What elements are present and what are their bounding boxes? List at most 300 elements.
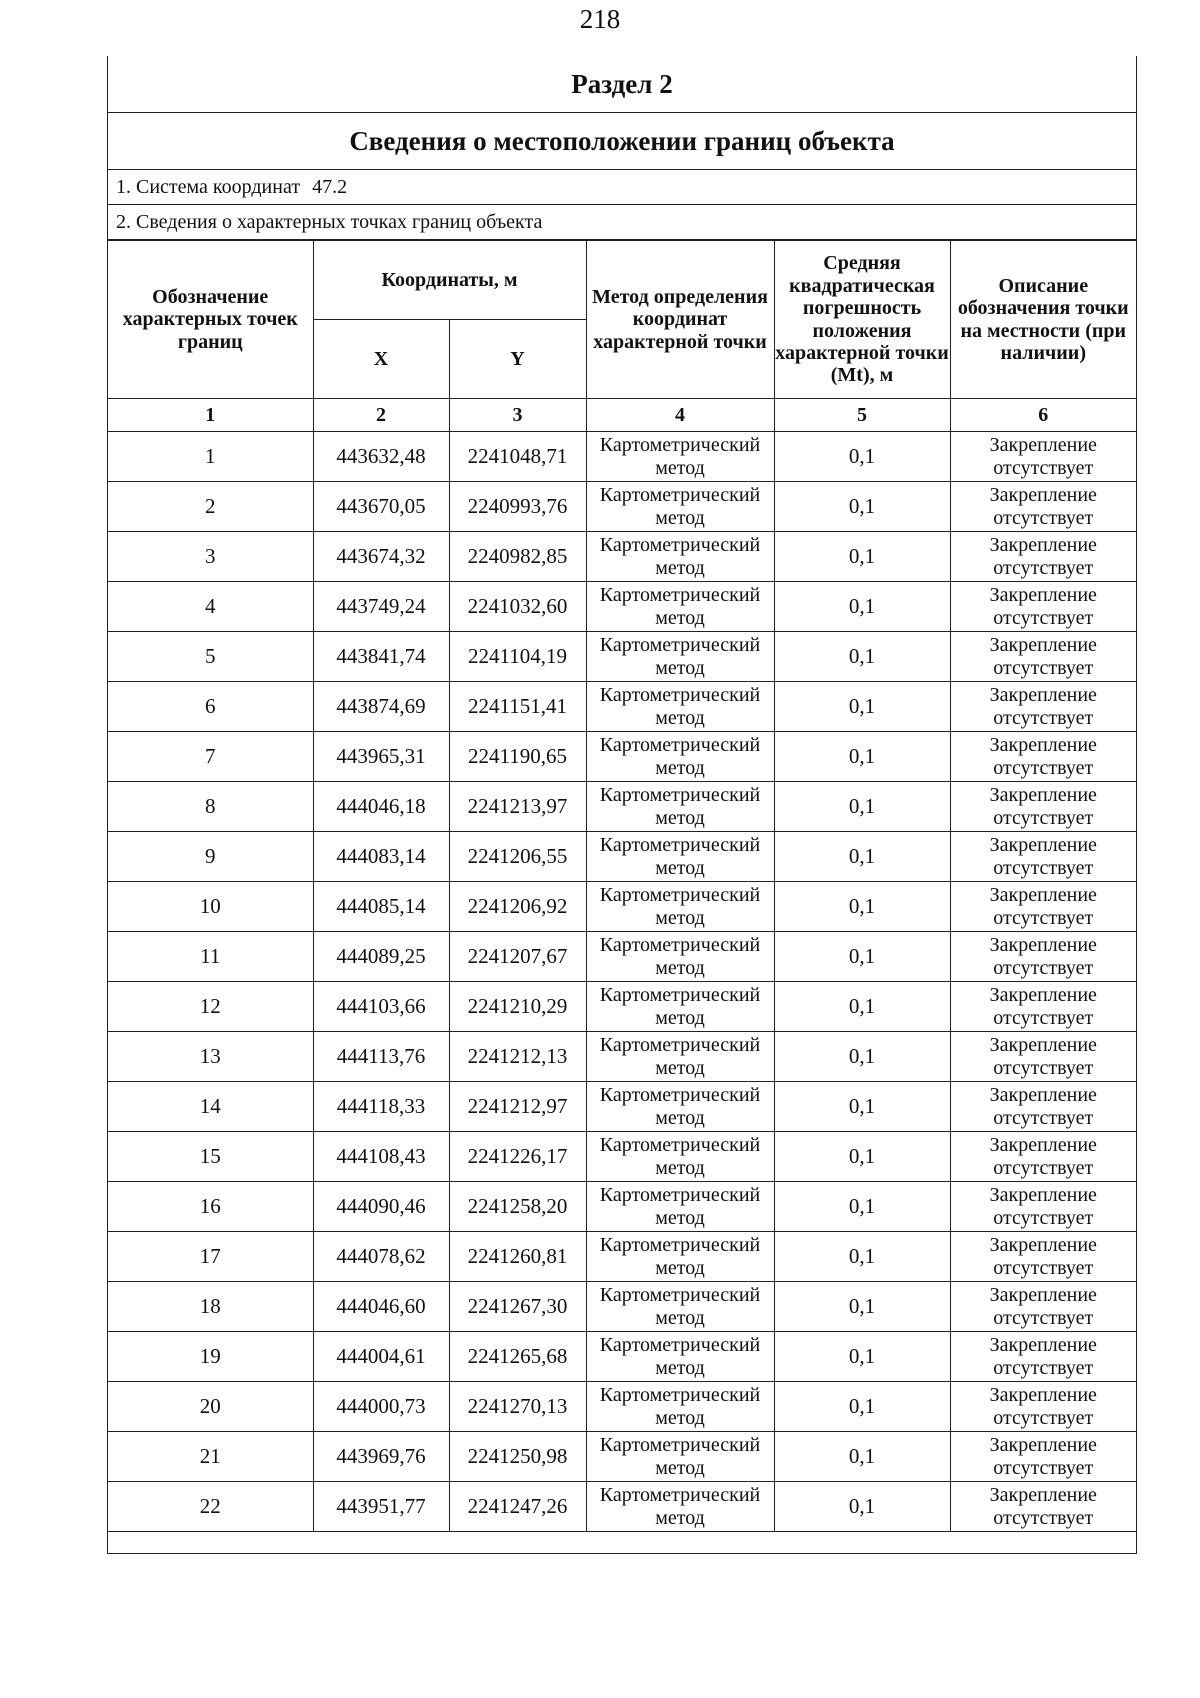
method-cell — [586, 632, 774, 682]
coord-system-row — [108, 170, 1136, 205]
description-cell — [950, 582, 1136, 632]
point-number-cell — [108, 782, 313, 832]
error-cell — [774, 932, 950, 982]
description-cell-text: Закрепление отсутствует — [989, 984, 1097, 1029]
y-coordinate-cell — [449, 1332, 586, 1382]
description-cell-text: Закрепление отсутствует — [989, 434, 1097, 479]
error-cell-text: 0,1 — [848, 894, 876, 918]
x-coordinate-cell-text: 443670,05 — [336, 494, 426, 518]
point-number-cell-text: 22 — [199, 1494, 221, 1518]
description-cell — [950, 732, 1136, 782]
method-cell-text: Картометрический метод — [599, 684, 761, 729]
description-cell — [950, 932, 1136, 982]
point-number-cell — [108, 1132, 313, 1182]
x-coordinate-cell — [313, 1282, 449, 1332]
y-coordinate-cell-text: 2241212,13 — [467, 1044, 568, 1068]
method-cell — [586, 982, 774, 1032]
y-coordinate-cell — [449, 1432, 586, 1482]
method-cell-text: Картометрический метод — [599, 784, 761, 829]
point-number-cell-text: 2 — [205, 494, 216, 518]
method-cell-text: Картометрический метод — [599, 1434, 761, 1479]
point-number-cell — [108, 832, 313, 882]
header-description: Описание обозначения точки на местности (при наличии) — [950, 241, 1136, 399]
error-cell — [774, 1282, 950, 1332]
method-cell-text: Картометрический метод — [599, 734, 761, 779]
point-number-cell — [108, 1182, 313, 1232]
point-number-cell-text: 8 — [205, 794, 216, 818]
description-cell-text: Закрепление отсутствует — [989, 1384, 1097, 1429]
column-number: 3 — [449, 399, 586, 432]
point-number-cell-text: 5 — [205, 644, 216, 668]
points-table — [108, 240, 1136, 1532]
description-cell — [950, 1382, 1136, 1432]
point-number-cell-text: 3 — [205, 544, 216, 568]
table-row — [108, 1282, 1136, 1332]
x-coordinate-cell — [313, 982, 449, 1032]
error-cell — [774, 1332, 950, 1382]
error-cell — [774, 1082, 950, 1132]
point-number-cell-text: 19 — [199, 1344, 221, 1368]
point-number-cell-text: 20 — [199, 1394, 221, 1418]
x-coordinate-cell — [313, 732, 449, 782]
method-cell-text: Картометрический метод — [599, 1084, 761, 1129]
method-cell — [586, 482, 774, 532]
point-number-cell-text: 6 — [205, 694, 216, 718]
description-cell — [950, 1132, 1136, 1182]
method-cell-text: Картометрический метод — [599, 434, 761, 479]
table-row — [108, 1482, 1136, 1532]
point-number-cell-text: 1 — [205, 444, 216, 468]
x-coordinate-cell — [313, 1182, 449, 1232]
x-coordinate-cell — [313, 432, 449, 482]
x-coordinate-cell-text: 444085,14 — [336, 894, 426, 918]
error-cell — [774, 832, 950, 882]
description-cell-text: Закрепление отсутствует — [989, 1134, 1097, 1179]
description-cell — [950, 1232, 1136, 1282]
x-coordinate-cell — [313, 932, 449, 982]
method-cell-text: Картометрический метод — [599, 884, 761, 929]
x-coordinate-cell-text: 443969,76 — [336, 1444, 426, 1468]
description-cell — [950, 432, 1136, 482]
method-cell — [586, 1232, 774, 1282]
error-cell-text: 0,1 — [848, 744, 876, 768]
method-cell-text: Картометрический метод — [599, 1334, 761, 1379]
error-cell — [774, 1232, 950, 1282]
error-cell — [774, 1432, 950, 1482]
x-coordinate-cell-text: 444108,43 — [336, 1144, 426, 1168]
point-number-cell — [108, 982, 313, 1032]
x-coordinate-cell-text: 444103,66 — [336, 994, 426, 1018]
error-cell — [774, 1032, 950, 1082]
y-coordinate-cell — [449, 882, 586, 932]
error-cell-text: 0,1 — [848, 644, 876, 668]
y-coordinate-cell — [449, 1382, 586, 1432]
x-coordinate-cell-text: 444090,46 — [336, 1194, 426, 1218]
table-tail — [108, 1532, 1136, 1553]
table-row — [108, 982, 1136, 1032]
x-coordinate-cell-text: 443874,69 — [336, 694, 426, 718]
point-number-cell — [108, 532, 313, 582]
table-row — [108, 882, 1136, 932]
table-row — [108, 732, 1136, 782]
error-cell-text: 0,1 — [848, 994, 876, 1018]
x-coordinate-cell-text: 443965,31 — [336, 744, 426, 768]
y-coordinate-cell-text: 2241206,55 — [467, 844, 568, 868]
point-number-cell — [108, 1282, 313, 1332]
method-cell — [586, 1182, 774, 1232]
point-number-cell-text: 15 — [199, 1144, 221, 1168]
description-cell — [950, 1082, 1136, 1132]
error-cell-text: 0,1 — [848, 444, 876, 468]
y-coordinate-cell — [449, 732, 586, 782]
x-coordinate-cell — [313, 632, 449, 682]
point-number-cell-text: 17 — [199, 1244, 221, 1268]
x-coordinate-cell — [313, 1132, 449, 1182]
error-cell — [774, 532, 950, 582]
error-cell — [774, 1182, 950, 1232]
point-number-cell — [108, 732, 313, 782]
y-coordinate-cell — [449, 632, 586, 682]
description-cell-text: Закрепление отсутствует — [989, 634, 1097, 679]
y-coordinate-cell — [449, 832, 586, 882]
error-cell — [774, 1132, 950, 1182]
table-row — [108, 1182, 1136, 1232]
y-coordinate-cell-text: 2241207,67 — [467, 944, 568, 968]
description-cell — [950, 1432, 1136, 1482]
method-cell — [586, 882, 774, 932]
error-cell — [774, 882, 950, 932]
y-coordinate-cell — [449, 682, 586, 732]
error-cell — [774, 632, 950, 682]
error-cell — [774, 1382, 950, 1432]
section-title: Раздел 2 — [108, 56, 1136, 113]
method-cell — [586, 582, 774, 632]
method-cell — [586, 1282, 774, 1332]
table-row — [108, 932, 1136, 982]
method-cell — [586, 1482, 774, 1532]
y-coordinate-cell-text: 2240993,76 — [467, 494, 568, 518]
x-coordinate-cell-text: 444046,18 — [336, 794, 426, 818]
error-cell-text: 0,1 — [848, 794, 876, 818]
header-x: X — [313, 320, 449, 399]
x-coordinate-cell — [313, 1382, 449, 1432]
y-coordinate-cell — [449, 1232, 586, 1282]
error-cell — [774, 982, 950, 1032]
error-cell-text: 0,1 — [848, 1044, 876, 1068]
y-coordinate-cell-text: 2241104,19 — [468, 644, 567, 668]
description-cell — [950, 1032, 1136, 1082]
method-cell — [586, 1382, 774, 1432]
method-cell-text: Картометрический метод — [599, 534, 761, 579]
method-cell — [586, 782, 774, 832]
table-row — [108, 632, 1136, 682]
header-y: Y — [449, 320, 586, 399]
x-coordinate-cell — [313, 832, 449, 882]
method-cell-text: Картометрический метод — [599, 484, 761, 529]
y-coordinate-cell — [449, 582, 586, 632]
method-cell — [586, 732, 774, 782]
point-number-cell — [108, 582, 313, 632]
point-number-cell-text: 12 — [199, 994, 221, 1018]
y-coordinate-cell-text: 2241247,26 — [467, 1494, 568, 1518]
x-coordinate-cell-text: 443951,77 — [336, 1494, 426, 1518]
error-cell — [774, 732, 950, 782]
point-number-cell-text: 11 — [200, 944, 221, 968]
error-cell-text: 0,1 — [848, 1394, 876, 1418]
x-coordinate-cell — [313, 1332, 449, 1382]
error-cell — [774, 782, 950, 832]
point-number-cell-text: 21 — [199, 1444, 221, 1468]
table-row — [108, 482, 1136, 532]
x-coordinate-cell — [313, 482, 449, 532]
method-cell-text: Картометрический метод — [599, 1384, 761, 1429]
page-number: 218 — [579, 4, 621, 34]
table-row — [108, 582, 1136, 632]
description-cell-text: Закрепление отсутствует — [989, 884, 1097, 929]
description-cell-text: Закрепление отсутствует — [989, 1434, 1097, 1479]
point-number-cell — [108, 632, 313, 682]
error-cell — [774, 1482, 950, 1532]
x-coordinate-cell — [313, 1432, 449, 1482]
y-coordinate-cell — [449, 1082, 586, 1132]
point-number-cell-text: 18 — [199, 1294, 221, 1318]
y-coordinate-cell — [449, 1132, 586, 1182]
table-row — [108, 1232, 1136, 1282]
y-coordinate-cell-text: 2241260,81 — [467, 1244, 568, 1268]
point-number-cell — [108, 882, 313, 932]
error-cell-text: 0,1 — [848, 1144, 876, 1168]
point-number-cell — [108, 1232, 313, 1282]
point-number-cell — [108, 1432, 313, 1482]
description-cell-text: Закрепление отсутствует — [989, 834, 1097, 879]
coord-system-value: 47.2 — [312, 175, 348, 198]
description-cell — [950, 1482, 1136, 1532]
y-coordinate-cell-text: 2241250,98 — [467, 1444, 568, 1468]
y-coordinate-cell-text: 2241206,92 — [467, 894, 568, 918]
point-number-cell — [108, 432, 313, 482]
y-coordinate-cell-text: 2241032,60 — [467, 594, 568, 618]
description-cell — [950, 632, 1136, 682]
error-cell-text: 0,1 — [848, 1344, 876, 1368]
error-cell — [774, 682, 950, 732]
error-cell — [774, 432, 950, 482]
boundary-form — [107, 56, 1137, 1554]
x-coordinate-cell-text: 444078,62 — [336, 1244, 426, 1268]
coord-system-label: 1. Система координат — [116, 175, 301, 198]
description-cell — [950, 1182, 1136, 1232]
x-coordinate-cell — [313, 1232, 449, 1282]
method-cell-text: Картометрический метод — [599, 1284, 761, 1329]
method-cell — [586, 1132, 774, 1182]
table-row — [108, 782, 1136, 832]
description-cell — [950, 882, 1136, 932]
x-coordinate-cell-text: 443632,48 — [336, 444, 426, 468]
method-cell-text: Картометрический метод — [599, 834, 761, 879]
table-row — [108, 1332, 1136, 1382]
header-point: Обозначение характерных точек границ — [108, 241, 313, 399]
point-number-cell-text: 14 — [199, 1094, 221, 1118]
error-cell-text: 0,1 — [848, 1294, 876, 1318]
x-coordinate-cell-text: 444113,76 — [336, 1044, 426, 1068]
description-cell-text: Закрепление отсутствует — [989, 1484, 1097, 1529]
description-cell — [950, 1282, 1136, 1332]
method-cell — [586, 432, 774, 482]
x-coordinate-cell — [313, 1082, 449, 1132]
point-number-cell — [108, 682, 313, 732]
description-cell-text: Закрепление отсутствует — [989, 1084, 1097, 1129]
table-row — [108, 1132, 1136, 1182]
x-coordinate-cell-text: 444046,60 — [336, 1294, 426, 1318]
method-cell — [586, 1082, 774, 1132]
description-cell-text: Закрепление отсутствует — [989, 784, 1097, 829]
section-subtitle: Сведения о местоположении границ объекта — [108, 113, 1136, 170]
y-coordinate-cell-text: 2241270,13 — [467, 1394, 568, 1418]
method-cell-text: Картометрический метод — [599, 634, 761, 679]
error-cell-text: 0,1 — [848, 1194, 876, 1218]
table-row — [108, 432, 1136, 482]
x-coordinate-cell — [313, 882, 449, 932]
description-cell-text: Закрепление отсутствует — [989, 934, 1097, 979]
method-cell — [586, 532, 774, 582]
error-cell — [774, 482, 950, 532]
x-coordinate-cell — [313, 582, 449, 632]
point-number-cell-text: 13 — [199, 1044, 221, 1068]
method-cell — [586, 932, 774, 982]
y-coordinate-cell-text: 2240982,85 — [467, 544, 568, 568]
x-coordinate-cell-text: 444083,14 — [336, 844, 426, 868]
x-coordinate-cell-text: 444000,73 — [336, 1394, 426, 1418]
description-cell-text: Закрепление отсутствует — [989, 584, 1097, 629]
description-cell-text: Закрепление отсутствует — [989, 534, 1097, 579]
error-cell-text: 0,1 — [848, 594, 876, 618]
x-coordinate-cell-text: 444004,61 — [336, 1344, 426, 1368]
error-cell-text: 0,1 — [848, 1444, 876, 1468]
column-number: 5 — [774, 399, 950, 432]
point-number-cell — [108, 482, 313, 532]
y-coordinate-cell — [449, 1182, 586, 1232]
x-coordinate-cell-text: 443841,74 — [336, 644, 426, 668]
column-numbers-row — [108, 399, 1136, 432]
table-header-row — [108, 241, 1136, 320]
description-cell — [950, 1332, 1136, 1382]
description-cell-text: Закрепление отсутствует — [989, 684, 1097, 729]
y-coordinate-cell — [449, 1282, 586, 1332]
description-cell — [950, 982, 1136, 1032]
y-coordinate-cell — [449, 782, 586, 832]
error-cell-text: 0,1 — [848, 1094, 876, 1118]
description-cell-text: Закрепление отсутствует — [989, 1284, 1097, 1329]
header-coords: Координаты, м — [313, 241, 586, 320]
header-error: Средняя квадратическая погрешность положения характерной точки (Mt), м — [774, 241, 950, 399]
x-coordinate-cell — [313, 1482, 449, 1532]
description-cell — [950, 782, 1136, 832]
y-coordinate-cell-text: 2241048,71 — [467, 444, 568, 468]
method-cell — [586, 682, 774, 732]
error-cell-text: 0,1 — [848, 694, 876, 718]
column-number: 2 — [313, 399, 449, 432]
points-heading: 2. Сведения о характерных точках границ объекта — [108, 205, 1136, 240]
x-coordinate-cell-text: 444089,25 — [336, 944, 426, 968]
method-cell-text: Картометрический метод — [599, 1484, 761, 1529]
point-number-cell — [108, 1382, 313, 1432]
y-coordinate-cell-text: 2241213,97 — [467, 794, 568, 818]
method-cell-text: Картометрический метод — [599, 1234, 761, 1279]
y-coordinate-cell-text: 2241190,65 — [468, 744, 567, 768]
table-row — [108, 532, 1136, 582]
point-number-cell — [108, 1482, 313, 1532]
description-cell — [950, 482, 1136, 532]
method-cell — [586, 1432, 774, 1482]
column-number: 4 — [586, 399, 774, 432]
description-cell-text: Закрепление отсутствует — [989, 734, 1097, 779]
method-cell-text: Картометрический метод — [599, 1184, 761, 1229]
x-coordinate-cell-text: 444118,33 — [336, 1094, 426, 1118]
point-number-cell — [108, 1032, 313, 1082]
error-cell-text: 0,1 — [848, 544, 876, 568]
table-row — [108, 1082, 1136, 1132]
x-coordinate-cell — [313, 782, 449, 832]
description-cell-text: Закрепление отсутствует — [989, 1184, 1097, 1229]
y-coordinate-cell-text: 2241226,17 — [467, 1144, 568, 1168]
y-coordinate-cell — [449, 532, 586, 582]
header-method: Метод определения координат характерной точки — [586, 241, 774, 399]
error-cell-text: 0,1 — [848, 494, 876, 518]
y-coordinate-cell — [449, 1032, 586, 1082]
point-number-cell-text: 16 — [199, 1194, 221, 1218]
y-coordinate-cell-text: 2241267,30 — [467, 1294, 568, 1318]
error-cell-text: 0,1 — [848, 944, 876, 968]
method-cell-text: Картометрический метод — [599, 584, 761, 629]
y-coordinate-cell — [449, 482, 586, 532]
y-coordinate-cell — [449, 1482, 586, 1532]
error-cell-text: 0,1 — [848, 844, 876, 868]
point-number-cell-text: 9 — [205, 844, 216, 868]
x-coordinate-cell — [313, 1032, 449, 1082]
description-cell — [950, 682, 1136, 732]
table-row — [108, 682, 1136, 732]
y-coordinate-cell-text: 2241258,20 — [467, 1194, 568, 1218]
error-cell-text: 0,1 — [848, 1494, 876, 1518]
description-cell-text: Закрепление отсутствует — [989, 1034, 1097, 1079]
point-number-cell — [108, 1332, 313, 1382]
description-cell — [950, 532, 1136, 582]
point-number-cell — [108, 1082, 313, 1132]
method-cell-text: Картометрический метод — [599, 1134, 761, 1179]
y-coordinate-cell-text: 2241210,29 — [467, 994, 568, 1018]
column-number: 1 — [108, 399, 313, 432]
method-cell — [586, 1332, 774, 1382]
method-cell — [586, 832, 774, 882]
description-cell-text: Закрепление отсутствует — [989, 1234, 1097, 1279]
y-coordinate-cell-text: 2241212,97 — [467, 1094, 568, 1118]
error-cell — [774, 582, 950, 632]
method-cell-text: Картометрический метод — [599, 1034, 761, 1079]
description-cell — [950, 832, 1136, 882]
y-coordinate-cell-text: 2241265,68 — [467, 1344, 568, 1368]
method-cell — [586, 1032, 774, 1082]
y-coordinate-cell — [449, 982, 586, 1032]
table-row — [108, 1032, 1136, 1082]
column-number: 6 — [950, 399, 1136, 432]
point-number-cell-text: 4 — [205, 594, 216, 618]
point-number-cell-text: 7 — [205, 744, 216, 768]
description-cell-text: Закрепление отсутствует — [989, 1334, 1097, 1379]
x-coordinate-cell-text: 443674,32 — [336, 544, 426, 568]
table-row — [108, 832, 1136, 882]
error-cell-text: 0,1 — [848, 1244, 876, 1268]
y-coordinate-cell — [449, 432, 586, 482]
y-coordinate-cell-text: 2241151,41 — [468, 694, 567, 718]
